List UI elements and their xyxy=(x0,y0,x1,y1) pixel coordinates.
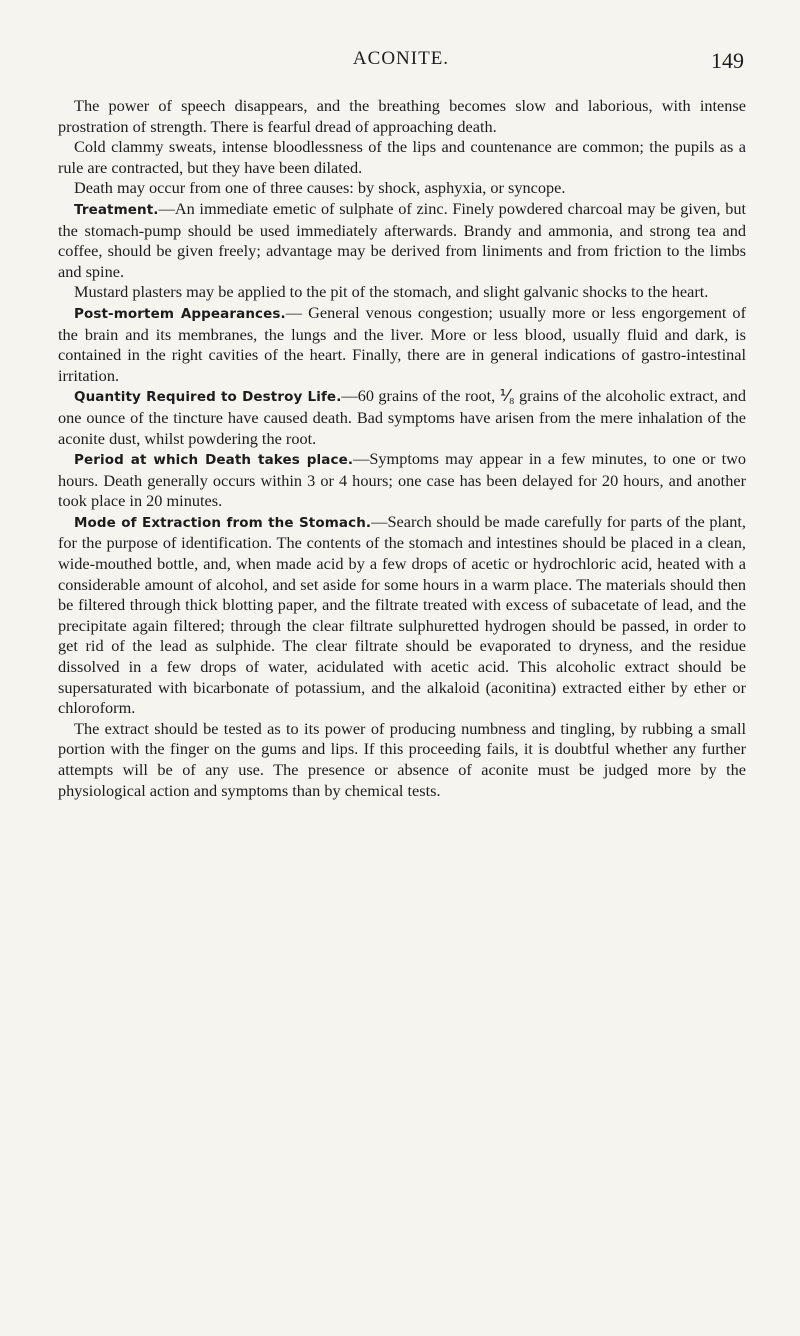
section-heading: Period at which Death takes place. xyxy=(74,452,354,469)
page-number: 149 xyxy=(711,48,744,73)
paragraph xyxy=(58,137,746,178)
page-header xyxy=(58,48,744,78)
paragraph-text: — General venous congestion; usually more or less engorgement of the brain and its membranes, the lungs and the liver. More or less blood, usually fluid and dark, is contained in the right cavities of the heart. Finally, there are in general indications of gastro-intestinal irritation. xyxy=(58,302,746,385)
paragraph-text: Death may occur from one of three causes: by shock, asphyxia, or syncope. xyxy=(74,178,566,198)
paragraph-text: Mustard plasters may be applied to the pit of the stomach, and slight galvanic shocks to the heart. xyxy=(74,282,709,302)
paragraph-text: The power of speech disappears, and the breathing becomes slow and laborious, with intense prostration of strength. There is fearful dread of approaching death. xyxy=(58,96,746,136)
paragraph-text: —60 grains of the root, ⅟₈ grains of the alcoholic extract, and one ounce of the tincture have caused death. Bad symptoms have arisen from the mere inhalation of the aconite dust, whilst powdering the root. xyxy=(58,386,746,448)
paragraph xyxy=(58,282,746,303)
paragraph xyxy=(58,178,746,199)
paragraph-text: —An immediate emetic of sulphate of zinc. Finely powdered charcoal may be given, but the stomach-pump should be used immediately afterwards. Brandy and ammonia, and strong tea and coffee, should be given freely; advantage may be derived from liniments and from friction to the limbs and spine. xyxy=(58,198,746,281)
paragraph xyxy=(58,96,746,137)
body-text xyxy=(58,96,746,801)
section-heading: Post-mortem Appearances. xyxy=(74,305,286,322)
paragraph-post-mortem xyxy=(58,303,746,386)
paragraph-quantity xyxy=(58,386,746,449)
paragraph-period xyxy=(58,449,746,512)
section-heading: Quantity Required to Destroy Life. xyxy=(74,389,342,406)
paragraph-treatment xyxy=(58,199,746,282)
paragraph-text: Cold clammy sweats, intense bloodlessness of the lips and countenance are common; the pupils as a rule are contracted, but they have been dilated. xyxy=(58,137,746,177)
paragraph-text: The extract should be tested as to its power of producing numbness and tingling, by rubbing a small portion with the finger on the gums and lips. If this proceeding fails, it is doubtful whether any further attempts will be of any use. The presence or absence of aconite must be judged more by the physiological action and symptoms than by chemical tests. xyxy=(58,718,746,800)
section-heading: Treatment. xyxy=(74,201,159,218)
paragraph-text: —Search should be made carefully for parts of the plant, for the purpose of identification. The contents of the stomach and intestines should be placed in a clean, wide-mouthed bottle, and, when made acid by a few drops of acetic or hydrochloric acid, heated with a considerable amount of alcohol, and set aside for some hours in a warm place. The materials should then be filtered through thick blotting paper, and the filtrate treated with excess of subacetate of lead, and the precipitate again filtered; through the clear filtrate sulphuretted hydrogen should be passed, in order to get rid of the lead as sulphide. The clear filtrate should be evaporated to dryness, and the residue dissolved in a few drops of water, acidulated with acetic acid. This alcoholic extract should be supersaturated with bicarbonate of potassium, and the alkaloid (aconitina) extracted either by ether or chloroform. xyxy=(58,511,746,718)
paragraph-text: —Symptoms may appear in a few minutes, to one or two hours. Death generally occurs within 3 or 4 hours; one case has been delayed for 20 hours, and another took place in 20 minutes. xyxy=(58,449,747,511)
running-head: ACONITE. xyxy=(352,48,450,69)
paragraph xyxy=(58,719,746,801)
section-heading: Mode of Extraction from the Stomach. xyxy=(74,514,372,531)
paragraph-extraction xyxy=(58,512,746,719)
